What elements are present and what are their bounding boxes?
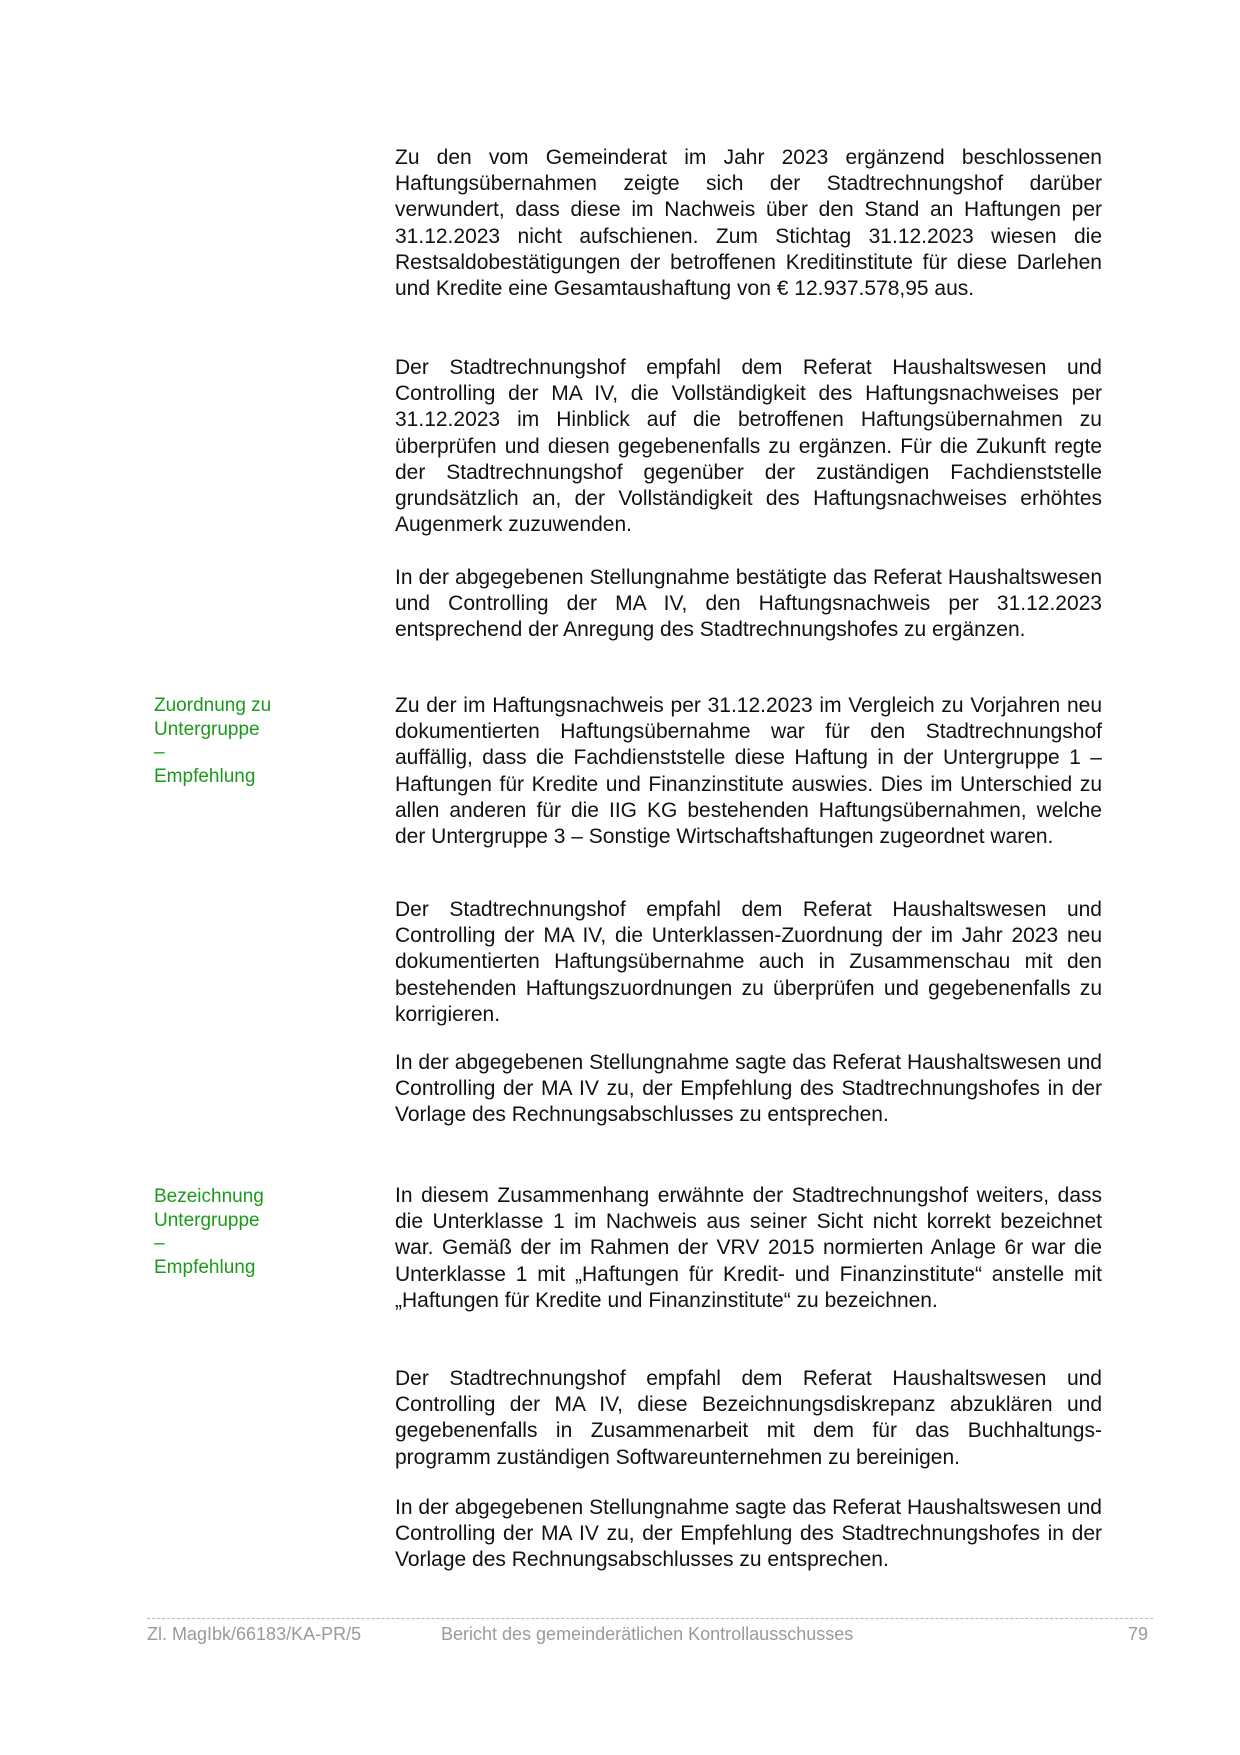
paragraph-empfehlung-vollstaendigkeit: Der Stadtrechnungshof empfahl dem Referat Haushaltswesen und Controlling der MA IV, die Vollständigkeit des Haftungsnachweises per 31.12.2023 im Hinblick auf die betroffenen Haftungsübernahmen zu überprüfen und diesen gegebenenfalls zu ergänzen. Für die Zukunft regte der Stadtrechnungshof gegenüber der zuständigen Fachdienststelle grundsätzlich an, der Vollständigkeit des Haftungsnachweises erhöhtes Augenmerk zuzuwenden. bbox=[395, 356, 1102, 537]
side-note-line: – bbox=[154, 742, 165, 763]
side-note-zuordnung bbox=[154, 694, 354, 788]
side-note-line: Bezeichnung bbox=[154, 1186, 264, 1207]
paragraph-bezeichnung-unterklasse: In diesem Zusammenhang erwähnte der Stadtrechnungshof weiters, dass die Unterklasse 1 im Nachweis aus seiner Sicht nicht korrekt bezeichnet war. Gemäß der im Rahmen der VRV 2015 normierten Anlage 6r war die Unterklasse 1 mit „Haftungen für Kredit- und Finanzinstitute“ anstelle mit „Haftungen für Kredite und Finanzinstitute“ zu bezeichnen. bbox=[395, 1184, 1102, 1312]
paragraph-empfehlung-unterklassen-zuordnung: Der Stadtrechnungshof empfahl dem Referat Haushaltswesen und Controlling der MA IV, die Unterklassen-Zuordnung der im Jahr 2023 neu dokumentierten Haftungsübernahme auch in Zusammenschau mit den bestehenden Haftungszuordnungen zu überprüfen und gegebenenfalls zu korrigieren. bbox=[395, 898, 1102, 1026]
footer-divider bbox=[147, 1618, 1153, 1619]
paragraph-haftungsnachweis-fehlend: Zu den vom Gemeinderat im Jahr 2023 ergänzend beschlossenen Haftungsübernahmen zeigte sich der Stadtrechnungshof darüber verwundert, dass diese im Nachweis über den Stand an Haftungen per 31.12.2023 nicht aufschienen. Zum Stichtag 31.12.2023 wiesen die Restsaldobestätigungen der betroffenen Kreditinstitute für diese Darlehen und Kredite eine Gesamtaushaftung von € 12.937.578,95 aus. bbox=[395, 146, 1102, 301]
paragraph-zuordnung-untergruppe: Zu der im Haftungsnachweis per 31.12.2023 im Vergleich zu Vorjahren neu dokumentierten Haftungsübernahme war für den Stadtrechnungshof auffällig, dass die Fachdienststelle diese Haftung in der Untergruppe 1 – Haftungen für Kredite und Finanzinstitute auswies. Dies im Unterschied zu allen anderen für die IIG KG bestehenden Haftungsübernahmen, welche der Untergruppe 3 – Sonstige Wirtschaftshaftungen zugeordnet waren. bbox=[395, 694, 1102, 849]
footer-report-title: Bericht des gemeinderätlichen Kontrollausschusses bbox=[441, 1624, 854, 1644]
side-note-line: Empfehlung bbox=[154, 765, 256, 787]
side-note-line: Empfehlung bbox=[154, 1256, 256, 1278]
side-note-line: – bbox=[154, 1233, 165, 1254]
side-note-line: Zuordnung zu bbox=[154, 695, 272, 716]
footer-reference: Zl. MagIbk/66183/KA-PR/5 bbox=[147, 1624, 362, 1644]
footer-page-number: 79 bbox=[1127, 1624, 1148, 1644]
paragraph-stellungnahme-zusage-2: In der abgegebenen Stellungnahme sagte das Referat Haushaltswesen und Controlling der MA IV zu, der Empfehlung des Stadtrechnungshofes in der Vorlage des Rechnungsabschlusses zu entsprechen. bbox=[395, 1496, 1102, 1572]
side-note-bezeichnung bbox=[154, 1185, 354, 1279]
side-note-line: Untergruppe bbox=[154, 718, 260, 740]
paragraph-empfehlung-bezeichnung: Der Stadtrechnungshof empfahl dem Referat Haushaltswesen und Controlling der MA IV, diese Bezeichnungsdiskrepanz abzuklären und gegebenenfalls in Zusammenarbeit mit dem für das Buchhaltungsprogramm zuständigen Softwareunternehmen zu bereinigen. bbox=[395, 1367, 1102, 1469]
paragraph-stellungnahme-ergaenzung: In der abgegebenen Stellungnahme bestätigte das Referat Haushaltswesen und Controlling der MA IV, den Haftungsnachweis per 31.12.2023 entsprechend der Anregung des Stadtrechnungshofes zu ergänzen. bbox=[395, 566, 1102, 642]
paragraph-stellungnahme-zusage-1: In der abgegebenen Stellungnahme sagte das Referat Haushaltswesen und Controlling der MA IV zu, der Empfehlung des Stadtrechnungshofes in der Vorlage des Rechnungsabschlusses zu entsprechen. bbox=[395, 1051, 1102, 1127]
side-note-line: Untergruppe bbox=[154, 1209, 260, 1231]
